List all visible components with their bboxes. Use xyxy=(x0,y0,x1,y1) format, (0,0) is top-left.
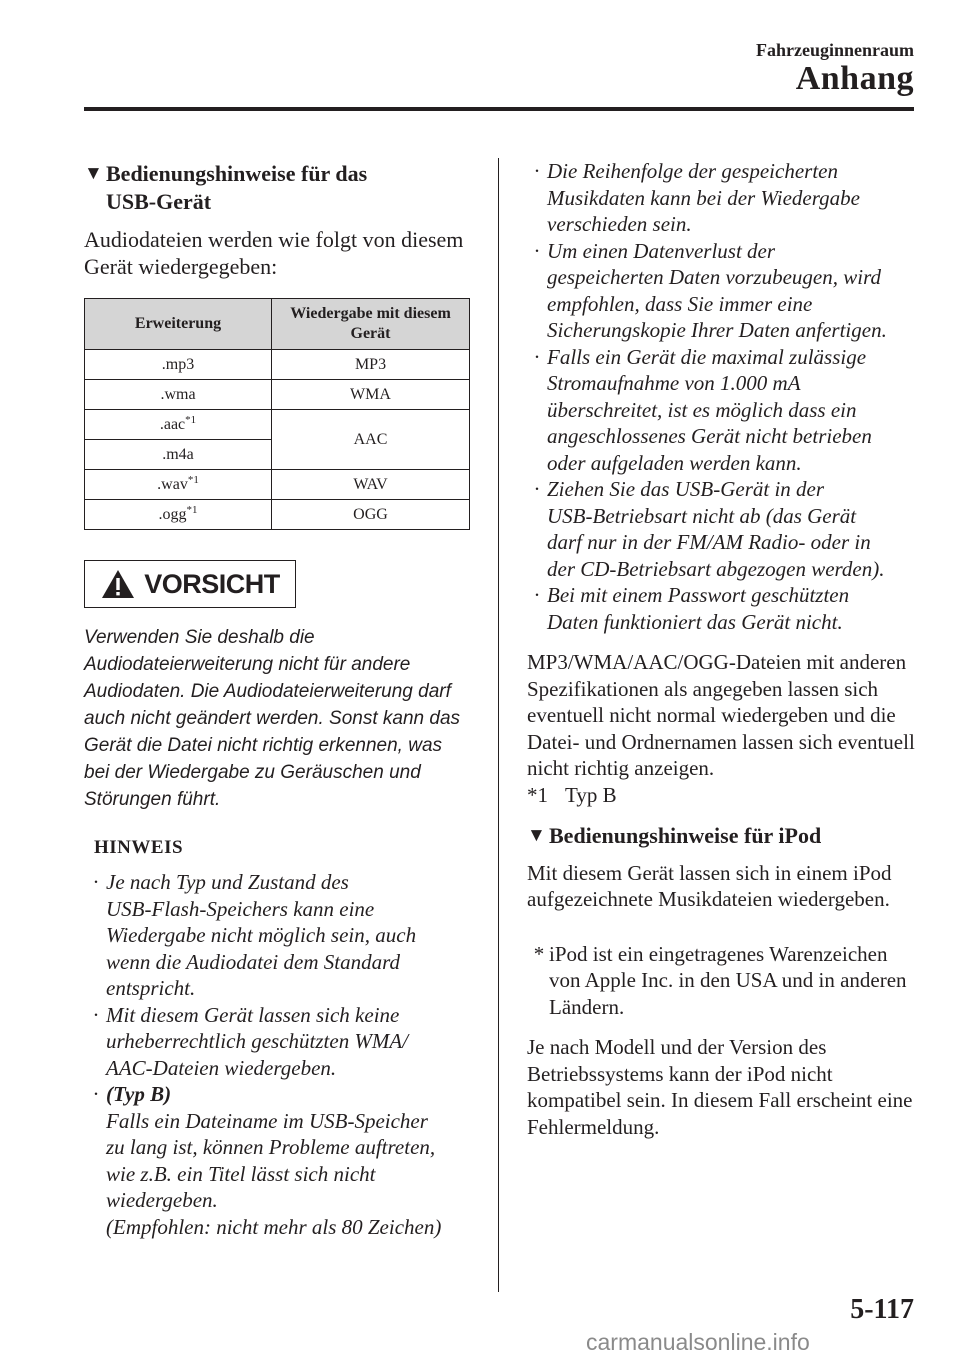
warning-triangle-icon xyxy=(100,568,136,600)
bullet-dot-icon: · xyxy=(92,1002,100,1027)
col-header-extension: Erweiterung xyxy=(85,299,272,350)
footnote xyxy=(527,782,917,808)
bullet-dot-icon: · xyxy=(533,477,541,501)
audio-format-table xyxy=(84,298,470,530)
table-row xyxy=(85,470,470,500)
cell-playback: OGG xyxy=(272,500,470,530)
note-bullets-left xyxy=(86,869,472,1240)
table-row xyxy=(85,380,470,410)
cell-playback: WAV xyxy=(272,470,470,500)
ipod-compat-paragraph: Je nach Modell und der Version des Betriebssystems kann der iPod nicht kompatibel sein. In diesem Fall erscheint eine Fehlermeldung. xyxy=(527,1035,913,1139)
footnote-mark: *1 xyxy=(186,503,198,516)
footnote-text: Typ B xyxy=(565,782,617,807)
caution-box xyxy=(84,560,296,608)
bullet-dot-icon: · xyxy=(533,583,541,607)
cell-extension: .wav$^{*1}$ xyxy=(85,470,272,500)
usb-heading-line2: USB-Gerät xyxy=(106,189,212,214)
typb-text: Falls ein Dateiname im USB-Speicher zu lang ist, können Probleme auftreten, wie z.B. ein Titel lässt sich nicht wiedergeben. (Empfohlen: nicht mehr als 80 Zeichen) xyxy=(106,1108,442,1239)
table-row xyxy=(85,410,470,440)
cell-extension: .m4a xyxy=(85,440,272,470)
triangle-down-icon: ▼ xyxy=(527,824,546,846)
cell-extension: .ogg$^{*1}$ xyxy=(85,500,272,530)
format-spec-paragraph: MP3/WMA/AAC/OGG-Dateien mit anderen Spezifikationen als angegeben lassen sich eventuell nicht normal wiedergeben und die Datei- und Ordnernamen lassen sich eventuell nicht richtig anzeigen. xyxy=(527,650,915,780)
cell-extension: .wma xyxy=(85,380,272,410)
usb-intro: Audiodateien werden wie folgt von diesem Gerät wiedergegeben: xyxy=(84,227,464,279)
cell-extension: .mp3 xyxy=(85,350,272,380)
usb-heading-line1: Bedienungshinweise für das xyxy=(106,161,368,186)
cell-playback: WMA xyxy=(272,380,470,410)
left-column xyxy=(84,160,472,1240)
col-header-playback-line2: Gerät xyxy=(350,325,391,342)
table-header-row xyxy=(85,299,470,350)
ipod-intro: Mit diesem Gerät lassen sich in einem iPod aufgezeichnete Musikdateien wiedergeben. xyxy=(527,860,892,911)
trademark-note xyxy=(529,941,917,1021)
bullet-dot-icon: · xyxy=(533,159,541,183)
cell-playback: AAC xyxy=(272,410,470,470)
header-rule xyxy=(84,107,914,111)
header-chapter-title: Anhang xyxy=(795,60,914,97)
ipod-section-heading xyxy=(527,822,917,850)
footnote-mark: *1 xyxy=(527,782,548,807)
list-item: · Die Reihenfolge der gespeicherten Musikdaten kann bei der Wiedergabe verschieden sein. xyxy=(527,158,917,238)
cell-playback: MP3 xyxy=(272,350,470,380)
col-header-playback-line1: Wiedergabe mit diesem xyxy=(290,305,451,322)
list-item: · Ziehen Sie das USB-Gerät in der USB-Betriebsart nicht ab (das Gerät darf nur in der FM/AM Radio- oder in der CD-Betriebsart abgezogen werden). xyxy=(527,476,917,582)
asterisk-icon: * xyxy=(533,941,545,966)
header-section-title: Fahrzeuginnenraum xyxy=(755,40,914,60)
caution-text: Verwenden Sie deshalb die Audiodateierweiterung nicht für andere Audiodaten. Die Audiodateierweiterung darf auch nicht geändert werden. Sonst kann das Gerät die Datei nicht richtig erkennen, was bei der Wiedergabe zu Geräuschen und Störungen führt. xyxy=(84,627,461,810)
bullet-dot-icon: · xyxy=(92,1082,100,1106)
list-item: · Falls ein Gerät die maximal zulässige Stromaufnahme von 1.000 mA überschreitet, ist es möglich dass ein angeschlossenes Gerät nicht betrieben oder aufgeladen werden kann. xyxy=(527,344,917,477)
ipod-heading-text: Bedienungshinweise für iPod xyxy=(549,822,822,848)
list-item: · Je nach Typ und Zustand des USB-Flash-Speichers kann eine Wiedergabe nicht möglich sein, auch wenn die Audiodatei dem Standard entspricht. xyxy=(86,869,472,1002)
list-item xyxy=(86,1081,472,1240)
table-row xyxy=(85,500,470,530)
bullet-dot-icon: · xyxy=(92,870,100,894)
caution-label: VORSICHT xyxy=(144,568,280,599)
note-heading: HINWEIS xyxy=(94,837,184,858)
column-divider xyxy=(498,158,499,1292)
cell-extension: .aac$^{*1}$ xyxy=(85,410,272,440)
table-row xyxy=(85,350,470,380)
footnote-mark: *1 xyxy=(185,413,197,426)
trademark-text: iPod ist ein eingetragenes Warenzeichen von Apple Inc. in den USA und in anderen Ländern. xyxy=(549,941,907,1019)
list-item: · Um einen Datenverlust der gespeicherten Daten vorzubeugen, wird empfohlen, dass Sie immer eine Sicherungskopie Ihrer Daten anfertigen. xyxy=(527,238,917,344)
bullet-dot-icon: · xyxy=(533,344,541,369)
list-item: · Bei mit einem Passwort geschützten Daten funktioniert das Gerät nicht. xyxy=(527,582,917,635)
typb-label: (Typ B) xyxy=(106,1082,172,1106)
triangle-down-icon: ▼ xyxy=(84,163,103,184)
bullet-dot-icon: · xyxy=(533,238,541,263)
footnote-mark: *1 xyxy=(187,473,199,486)
col-header-playback xyxy=(272,299,470,350)
page-number: 5-117 xyxy=(850,1294,914,1325)
list-item: · Mit diesem Gerät lassen sich keine urheberrechtlich geschützten WMA/ AAC-Dateien wiedergeben. xyxy=(86,1002,472,1082)
right-column xyxy=(527,158,917,1140)
usb-section-heading xyxy=(84,160,472,216)
watermark: carmanualsonline.info xyxy=(586,1329,810,1355)
note-bullets-right xyxy=(527,158,917,635)
